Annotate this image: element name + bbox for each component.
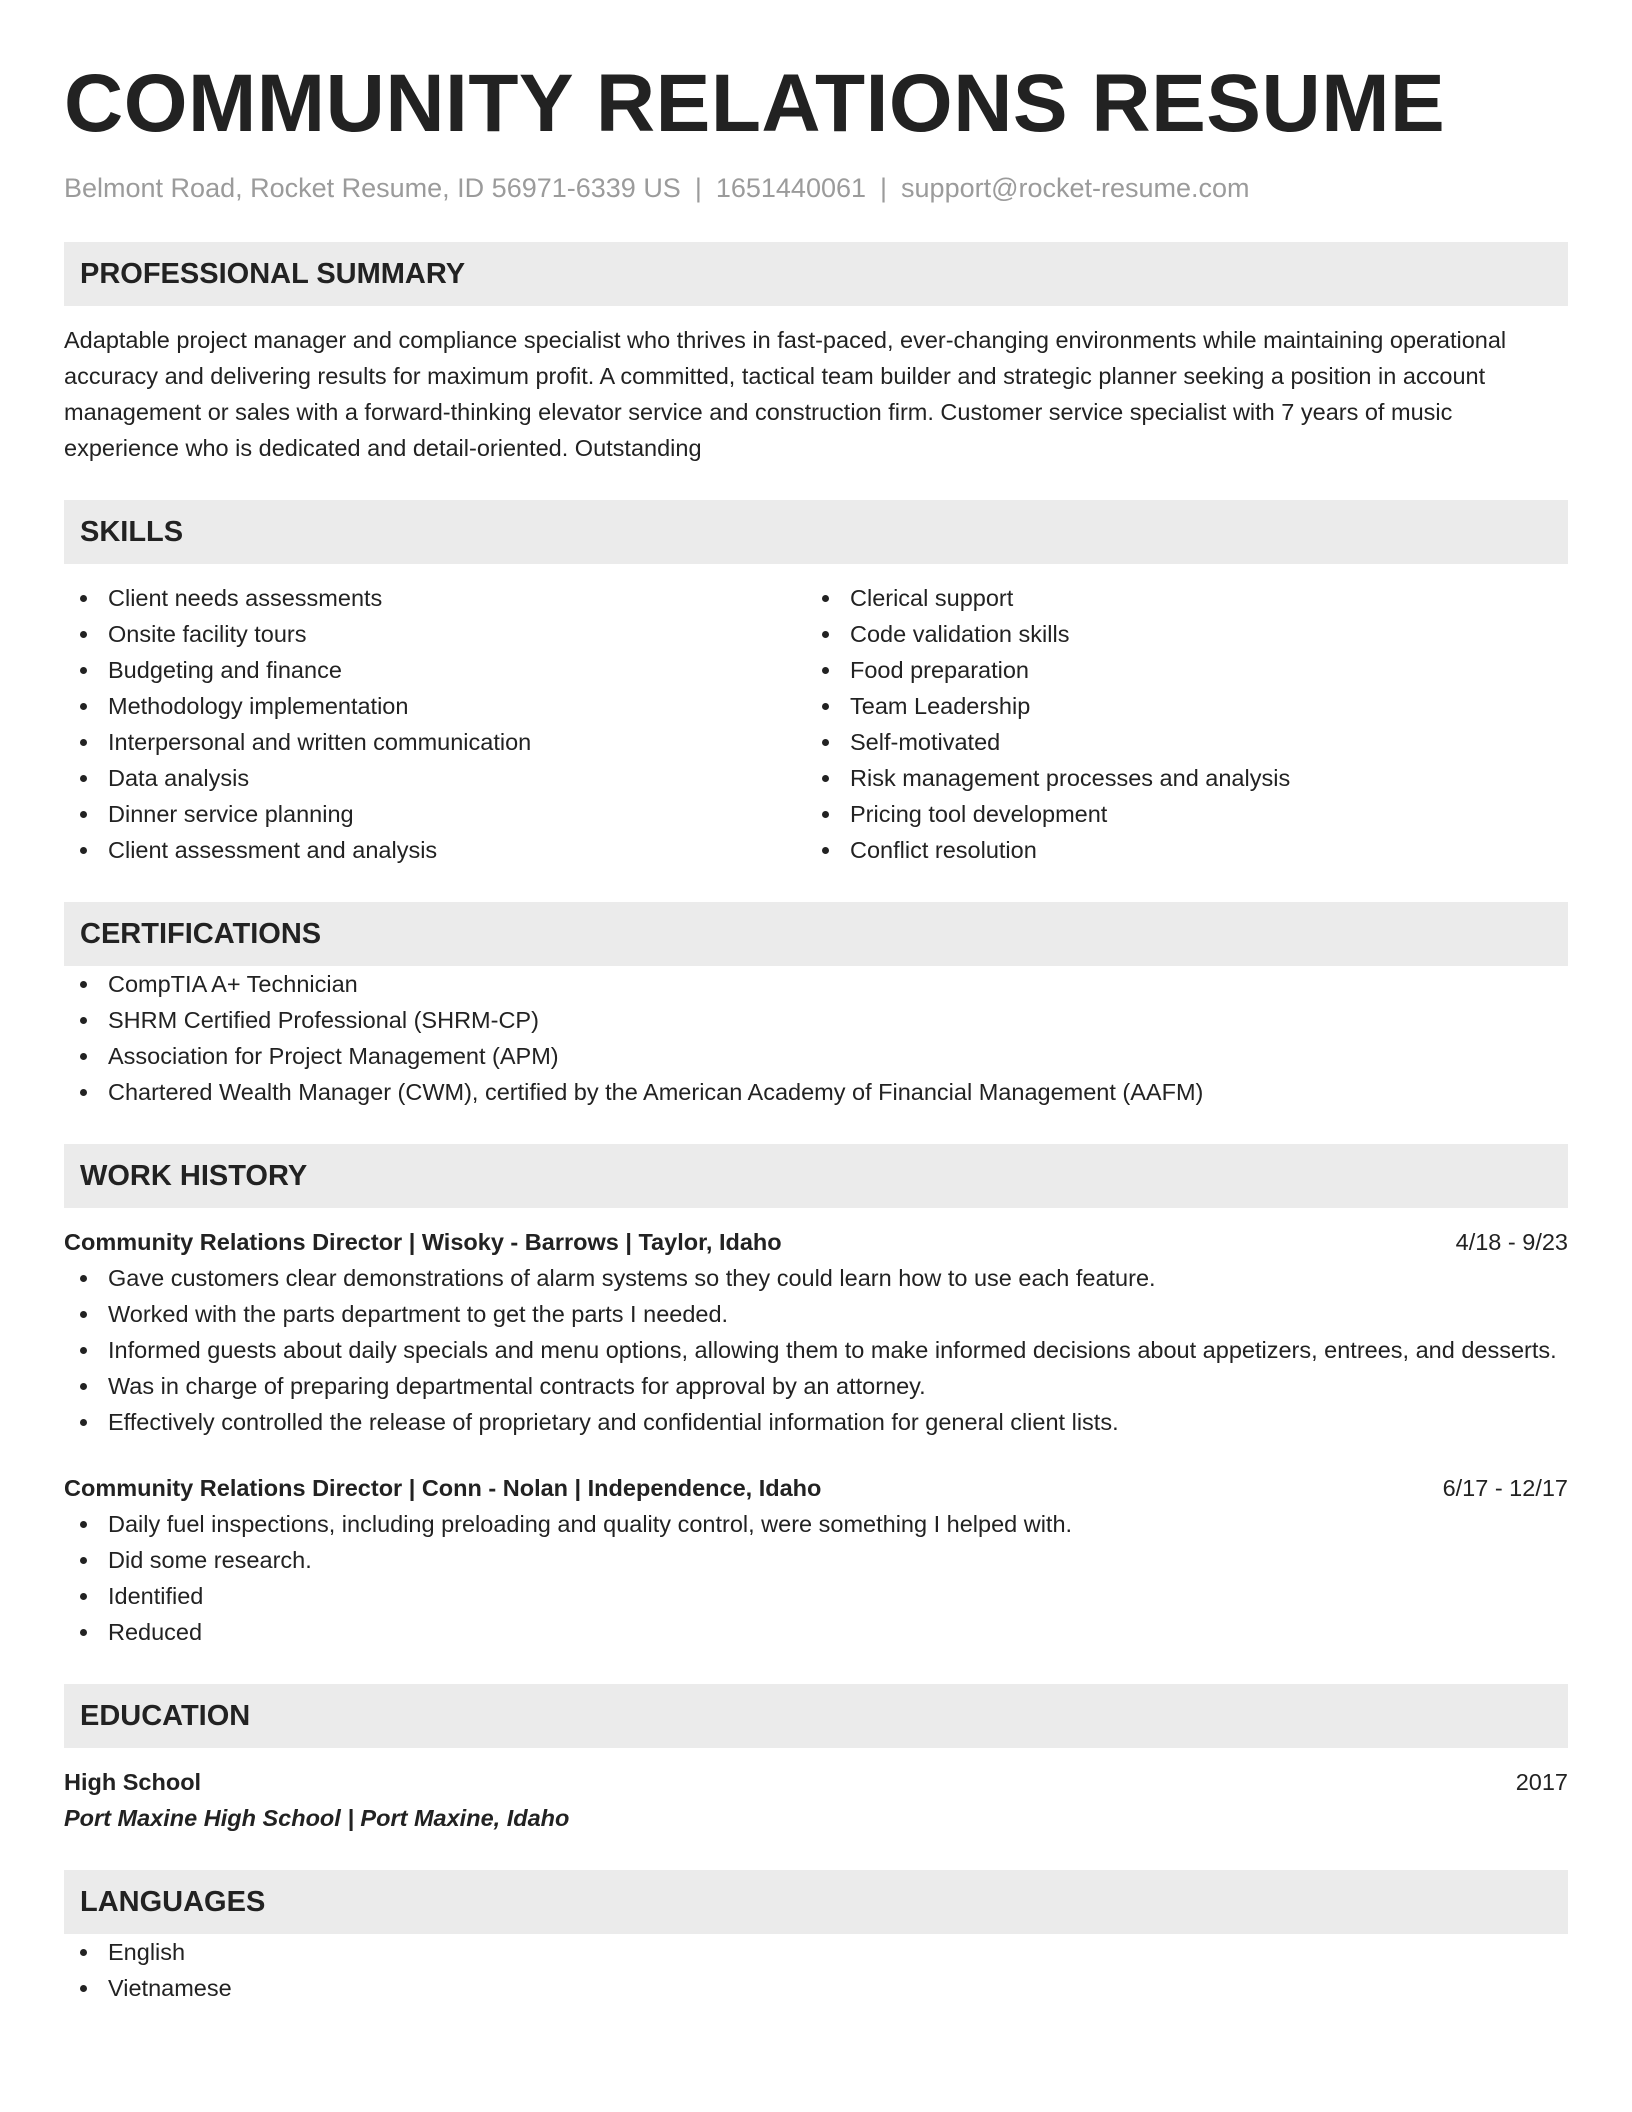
- resume-title: COMMUNITY RELATIONS RESUME: [64, 58, 1446, 149]
- language-item: Vietnamese: [64, 1970, 1568, 2006]
- certification-item: CompTIA A+ Technician: [64, 966, 1568, 1002]
- job-bullet: Was in charge of preparing departmental contracts for approval by an attorney.: [64, 1368, 1568, 1404]
- skill-item: Client needs assessments: [64, 580, 806, 616]
- skill-item: Self-motivated: [806, 724, 1548, 760]
- certification-item: Chartered Wealth Manager (CWM), certified by the American Academy of Financial Management (AAFM): [64, 1074, 1568, 1110]
- section-heading-work-history: WORK HISTORY: [64, 1144, 1568, 1208]
- skill-item: Methodology implementation: [64, 688, 806, 724]
- section-heading-summary: PROFESSIONAL SUMMARY: [64, 242, 1568, 306]
- skill-item: Client assessment and analysis: [64, 832, 806, 868]
- skill-item: Clerical support: [806, 580, 1548, 616]
- contact-line: [64, 170, 1568, 206]
- skills-column-left: [64, 580, 806, 868]
- education-degree: High School: [64, 1769, 202, 1795]
- skill-item: Team Leadership: [806, 688, 1548, 724]
- job-bullet: Did some research.: [64, 1542, 1568, 1578]
- education-header: [64, 1764, 1568, 1800]
- skill-item: Conflict resolution: [806, 832, 1548, 868]
- languages-list: [64, 1934, 1568, 2006]
- job-bullet: Worked with the parts department to get the parts I needed.: [64, 1296, 1568, 1332]
- education-school: Port Maxine High School | Port Maxine, Idaho: [64, 1805, 570, 1831]
- skill-item: Pricing tool development: [806, 796, 1548, 832]
- section-heading-languages: LANGUAGES: [64, 1870, 1568, 1934]
- language-item: English: [64, 1934, 1568, 1970]
- job-bullet: Informed guests about daily specials and menu options, allowing them to make informed decisions about appetizers, entrees, and desserts.: [64, 1332, 1568, 1368]
- job-bullet: Effectively controlled the release of proprietary and confidential information for general client lists.: [64, 1404, 1568, 1440]
- job-entry: [64, 1224, 1568, 1440]
- skill-item: Data analysis: [64, 760, 806, 796]
- job-entry: [64, 1470, 1568, 1650]
- skill-item: Dinner service planning: [64, 796, 806, 832]
- certification-item: Association for Project Management (APM): [64, 1038, 1568, 1074]
- skill-item: Onsite facility tours: [64, 616, 806, 652]
- contact-email[interactable]: support@rocket-resume.com: [901, 173, 1250, 203]
- section-heading-skills: SKILLS: [64, 500, 1568, 564]
- skill-item: Code validation skills: [806, 616, 1548, 652]
- skill-item: Food preparation: [806, 652, 1548, 688]
- job-bullets: [64, 1506, 1568, 1650]
- job-header: [64, 1224, 1568, 1260]
- job-dates: 4/18 - 9/23: [1455, 1229, 1568, 1255]
- job-bullet: Identified: [64, 1578, 1568, 1614]
- contact-separator: |: [694, 173, 702, 203]
- job-title: Community Relations Director | Conn - Nolan | Independence, Idaho: [64, 1475, 822, 1501]
- section-heading-certifications: CERTIFICATIONS: [64, 902, 1568, 966]
- skills-list: [64, 580, 1568, 868]
- education-year: 2017: [1515, 1769, 1568, 1795]
- job-header: [64, 1470, 1568, 1506]
- section-heading-education: EDUCATION: [64, 1684, 1568, 1748]
- summary-text: Adaptable project manager and compliance specialist who thrives in fast-paced, ever-changing environments while maintaining operational accuracy and delivering results for maximum profit. A committed, tactical team builder and strategic planner seeking a position in account management or sales with a forward-thinking elevator service and construction firm. Customer service specialist with 7 years of music experience who is dedicated and detail-oriented. Outstanding: [64, 327, 1507, 461]
- job-bullet: Gave customers clear demonstrations of alarm systems so they could learn how to use each feature.: [64, 1260, 1568, 1296]
- job-bullet: Daily fuel inspections, including preloading and quality control, were something I helped with.: [64, 1506, 1568, 1542]
- contact-separator: |: [880, 173, 888, 203]
- job-dates: 6/17 - 12/17: [1442, 1475, 1568, 1501]
- contact-phone[interactable]: 1651440061: [715, 173, 867, 203]
- job-bullets: [64, 1260, 1568, 1440]
- skills-column-right: [806, 580, 1548, 868]
- job-bullet: Reduced: [64, 1614, 1568, 1650]
- skill-item: Interpersonal and written communication: [64, 724, 806, 760]
- certifications-list: [64, 966, 1568, 1110]
- skill-item: Risk management processes and analysis: [806, 760, 1548, 796]
- contact-address: Belmont Road, Rocket Resume, ID 56971-6339 US: [64, 173, 681, 203]
- certification-item: SHRM Certified Professional (SHRM-CP): [64, 1002, 1568, 1038]
- job-title: Community Relations Director | Wisoky - Barrows | Taylor, Idaho: [64, 1229, 782, 1255]
- skill-item: Budgeting and finance: [64, 652, 806, 688]
